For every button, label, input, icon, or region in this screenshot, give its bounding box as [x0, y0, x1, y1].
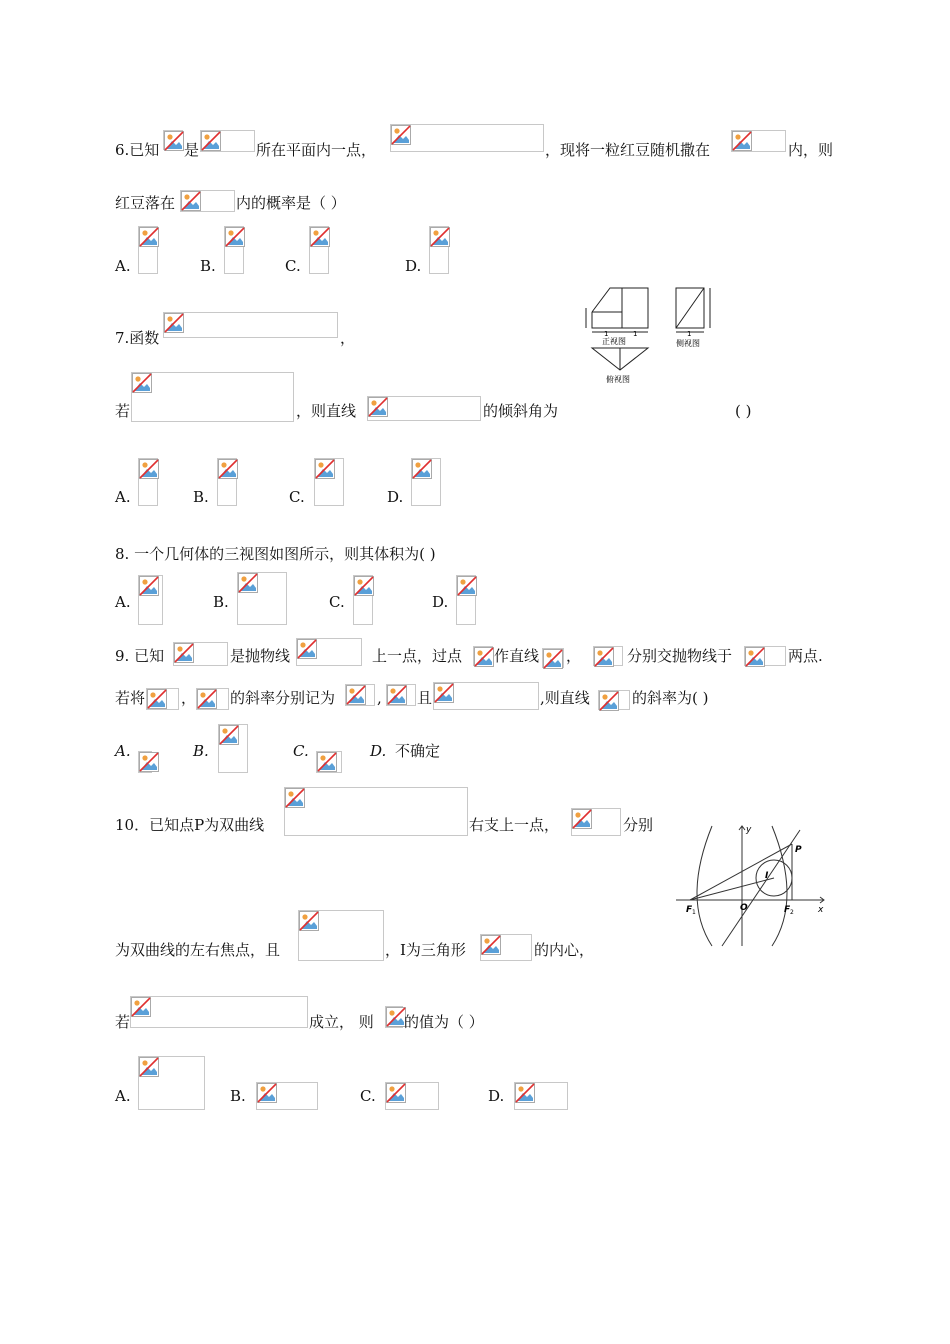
option-image: [138, 575, 163, 625]
q9-text: 的斜率分别记为: [230, 689, 336, 707]
q9-text: 若将: [115, 689, 146, 707]
formula-image: [296, 638, 362, 666]
formula-image: [367, 396, 481, 421]
q8-stem: 8. 一个几何体的三视图如图所示，则其体积为( ): [115, 545, 436, 563]
q9-text: 上一点，过点: [372, 647, 463, 665]
q7-text: 7.函数: [115, 329, 160, 347]
dim-label: 1: [604, 330, 609, 338]
q7-text: 若: [115, 402, 131, 420]
option-label: A.: [115, 488, 131, 506]
top-view-label: 俯视图: [606, 375, 630, 384]
broken-image-icon: [368, 397, 388, 417]
formula-image: [345, 684, 375, 706]
broken-image-icon: [139, 576, 159, 596]
broken-image-icon: [285, 788, 305, 808]
axis-label-x: x: [818, 905, 824, 915]
option-label: B.: [213, 593, 229, 611]
option-image: [353, 575, 373, 625]
option-label: C.: [289, 488, 305, 506]
formula-image: [385, 1006, 403, 1028]
formula-image: [542, 648, 564, 668]
q6-text: 所在平面内一点，: [256, 141, 377, 159]
broken-image-icon: [317, 752, 337, 772]
option-label: C.: [285, 257, 301, 275]
option-label: C.: [329, 593, 345, 611]
formula-image: [390, 124, 544, 152]
broken-image-icon: [174, 643, 194, 663]
option-label: D.: [432, 593, 449, 611]
q6-text: 是: [184, 141, 200, 159]
axis-label-y: y: [746, 825, 752, 835]
option-label: B.: [200, 257, 216, 275]
option-image: [514, 1082, 568, 1110]
option-label: A.: [115, 742, 131, 760]
option-image: [456, 575, 476, 625]
formula-image: [480, 934, 532, 961]
option-image: [224, 226, 244, 274]
formula-image: [731, 130, 786, 152]
broken-image-icon: [572, 809, 592, 829]
broken-image-icon: [515, 1083, 535, 1103]
broken-image-icon: [201, 131, 221, 151]
option-d-text: 不确定: [395, 742, 441, 760]
q6-text: 内的概率是（ ）: [236, 194, 346, 212]
answer-paren: ( ): [735, 402, 752, 420]
option-image: [237, 572, 287, 625]
q9-text: ，: [566, 647, 582, 665]
formula-image: [200, 130, 255, 152]
formula-image: [571, 808, 621, 836]
formula-image: [298, 910, 384, 961]
q9-text: 9. 已知: [115, 647, 165, 665]
q9-text: ，: [181, 689, 197, 707]
q9-text: 且: [417, 689, 433, 707]
option-label: D.: [370, 742, 387, 760]
q9-text: 两点.: [788, 647, 823, 665]
option-label: A.: [115, 257, 131, 275]
q10-text: 的值为（ ）: [404, 1013, 484, 1031]
broken-image-icon: [225, 227, 245, 247]
broken-image-icon: [139, 459, 159, 479]
formula-image: [284, 787, 468, 836]
broken-image-icon: [218, 459, 238, 479]
broken-image-icon: [257, 1083, 277, 1103]
q10-text: ，I为三角形: [385, 941, 466, 959]
broken-image-icon: [599, 691, 619, 711]
broken-image-icon: [391, 125, 411, 145]
formula-image: [130, 996, 308, 1028]
front-view-label: 正视图: [602, 337, 626, 346]
hyperbola-figure: [672, 820, 832, 950]
broken-image-icon: [315, 459, 335, 479]
q6-text: 内，则: [788, 141, 834, 159]
broken-image-icon: [481, 935, 501, 955]
broken-image-icon: [299, 911, 319, 931]
broken-image-icon: [543, 649, 563, 669]
broken-image-icon: [297, 639, 317, 659]
option-label: D.: [405, 257, 422, 275]
broken-image-icon: [386, 1007, 406, 1027]
q9-text: 的斜率为( ): [632, 689, 709, 707]
option-label: D.: [488, 1087, 505, 1105]
focus-f2-label: F: [784, 905, 791, 915]
option-image: [138, 751, 152, 773]
option-label: C.: [360, 1087, 376, 1105]
formula-image: [598, 690, 630, 710]
origin-label: O: [740, 903, 748, 913]
formula-image: [180, 190, 235, 212]
formula-image: [593, 646, 623, 666]
broken-image-icon: [474, 647, 494, 667]
q9-text: ,则直线: [540, 689, 590, 707]
broken-image-icon: [745, 647, 765, 667]
broken-image-icon: [434, 683, 454, 703]
side-view-label: 侧视图: [676, 339, 700, 348]
broken-image-icon: [139, 752, 159, 772]
q10-text: 的内心，: [534, 941, 595, 959]
option-label: D.: [387, 488, 404, 506]
broken-image-icon: [310, 227, 330, 247]
broken-image-icon: [387, 685, 407, 705]
formula-image: [744, 646, 786, 666]
q7-text: ，: [340, 329, 356, 347]
broken-image-icon: [181, 191, 201, 211]
option-image: [314, 458, 344, 506]
broken-image-icon: [732, 131, 752, 151]
option-label: B.: [193, 742, 209, 760]
option-label: C.: [293, 742, 309, 760]
q10-text: 右支上一点，: [469, 816, 560, 834]
q10-text: 为双曲线的左右焦点，且: [115, 941, 281, 959]
broken-image-icon: [164, 131, 184, 151]
focus-f1-label: F: [686, 905, 693, 915]
broken-image-icon: [238, 573, 258, 593]
broken-image-icon: [139, 227, 159, 247]
option-image: [218, 724, 248, 773]
formula-image: [473, 646, 493, 666]
option-label: A.: [115, 1087, 131, 1105]
q6-text: 红豆落在: [115, 194, 176, 212]
broken-image-icon: [346, 685, 366, 705]
dim-label: 1: [687, 330, 692, 338]
broken-image-icon: [219, 725, 239, 745]
formula-image: [196, 688, 229, 710]
q9-text: 是抛物线: [230, 647, 291, 665]
formula-image: [131, 372, 294, 422]
q9-text: ,: [377, 689, 382, 707]
formula-image: [163, 130, 183, 150]
focus-f2-sub: 2: [790, 909, 794, 916]
point-p-label: P: [795, 845, 802, 855]
q6-text: ，现将一粒红豆随机撒在: [545, 141, 711, 159]
point-i-label: I: [765, 871, 769, 881]
option-image: [138, 458, 158, 506]
q10-text: 10．已知点P为双曲线: [115, 816, 265, 834]
focus-f1-sub: 1: [692, 909, 696, 916]
option-image: [138, 1056, 205, 1110]
formula-image: [163, 312, 338, 338]
option-label: B.: [230, 1087, 246, 1105]
q7-text: ，则直线: [296, 402, 357, 420]
broken-image-icon: [131, 997, 151, 1017]
q10-text: 分别: [623, 816, 654, 834]
q10-text: 若: [115, 1013, 131, 1031]
formula-image: [173, 642, 228, 666]
broken-image-icon: [197, 689, 217, 709]
option-image: [309, 226, 329, 274]
option-label: B.: [193, 488, 209, 506]
option-label: A.: [115, 593, 131, 611]
q9-text: 分别交抛物线于: [627, 647, 733, 665]
option-image: [411, 458, 441, 506]
option-image: [385, 1082, 439, 1110]
option-image: [316, 751, 342, 773]
option-image: [138, 226, 158, 274]
broken-image-icon: [386, 1083, 406, 1103]
broken-image-icon: [430, 227, 450, 247]
q7-text: 的倾斜角为: [483, 402, 559, 420]
q10-text: 成立， 则: [309, 1013, 374, 1031]
q6-text: 6.已知: [115, 141, 160, 159]
formula-image: [386, 684, 416, 706]
broken-image-icon: [594, 647, 614, 667]
broken-image-icon: [147, 689, 167, 709]
broken-image-icon: [354, 576, 374, 596]
q9-text: 作直线: [494, 647, 540, 665]
broken-image-icon: [457, 576, 477, 596]
dim-label: 1: [633, 330, 638, 338]
option-image: [429, 226, 449, 274]
broken-image-icon: [164, 313, 184, 333]
broken-image-icon: [139, 1057, 159, 1077]
broken-image-icon: [132, 373, 152, 393]
formula-image: [146, 688, 179, 710]
option-image: [256, 1082, 318, 1110]
three-view-figure: [578, 284, 718, 386]
broken-image-icon: [412, 459, 432, 479]
option-image: [217, 458, 237, 506]
formula-image: [433, 682, 539, 710]
